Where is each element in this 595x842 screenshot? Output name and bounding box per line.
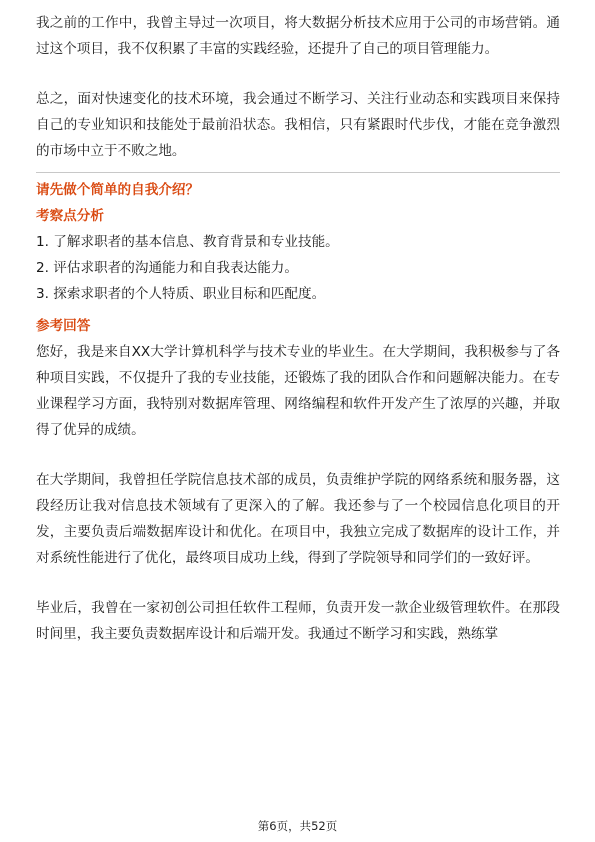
analysis-point: 3. 探索求职者的个人特质、职业目标和匹配度。	[36, 286, 326, 302]
question-title: 请先做个简单的自我介绍？	[36, 182, 200, 198]
intro-paragraph: 我之前的工作中，我曾主导过一次项目，将大数据分析技术应用于公司的市场营销。通过这个项目，我不仅积累了丰富的实践经验，还提升了自己的项目管理能力。	[36, 15, 560, 57]
paragraph-gap	[36, 443, 560, 467]
paragraph-gap	[36, 62, 560, 86]
answer-heading: 参考回答	[36, 318, 91, 334]
answer-paragraph: 您好，我是来自XX大学计算机科学与技术专业的毕业生。在大学期间，我积极参与了各种项目实践，不仅提升了我的专业技能，还锻炼了我的团队合作和问题解决能力。在专业课程学习方面，我特别对数据库管理、网络编程和软件开发产生了浓厚的兴趣，并取得了优异的成绩。	[36, 344, 560, 438]
page-number: 第6页，共52页	[257, 819, 338, 833]
analysis-point: 1. 了解求职者的基本信息、教育背景和专业技能。	[36, 234, 339, 250]
document-page	[36, 10, 560, 647]
analysis-heading: 考察点分析	[36, 208, 104, 224]
analysis-point: 2. 评估求职者的沟通能力和自我表达能力。	[36, 260, 298, 276]
paragraph-gap	[36, 571, 560, 595]
section-divider	[36, 172, 560, 173]
answer-paragraph: 在大学期间，我曾担任学院信息技术部的成员，负责维护学院的网络系统和服务器，这段经历让我对信息技术领域有了更深入的了解。我还参与了一个校园信息化项目的开发，主要负责后端数据库设计和优化。在项目中，我独立完成了数据库的设计工作，并对系统性能进行了优化，最终项目成功上线，得到了学院领导和同学们的一致好评。	[36, 472, 560, 566]
answer-paragraph: 毕业后，我曾在一家初创公司担任软件工程师，负责开发一款企业级管理软件。在那段时间里，我主要负责数据库设计和后端开发。我通过不断学习和实践，熟练掌	[36, 600, 560, 642]
intro-paragraph: 总之，面对快速变化的技术环境，我会通过不断学习、关注行业动态和实践项目来保持自己的专业知识和技能处于最前沿状态。我相信，只有紧跟时代步伐，才能在竞争激烈的市场中立于不败之地。	[36, 91, 560, 159]
